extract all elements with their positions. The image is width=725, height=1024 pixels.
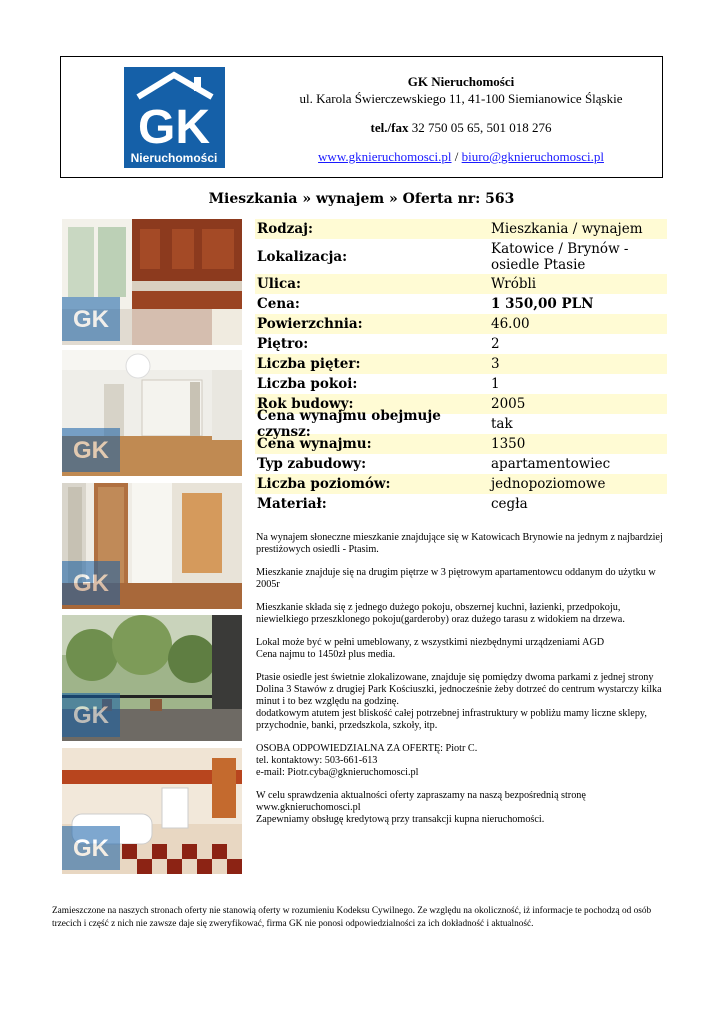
phone-numbers: 32 750 05 65, 501 018 276 <box>408 120 552 135</box>
photo-terrace[interactable] <box>62 615 242 741</box>
logo-letters: GK <box>138 101 210 154</box>
photo-bathroom[interactable] <box>62 748 242 874</box>
offer-description <box>256 532 666 837</box>
svg-text:GK: GK <box>73 306 109 333</box>
detail-row <box>255 354 667 374</box>
detail-value: cegła <box>491 496 528 512</box>
detail-value: Katowice / Brynów - osiedle Ptasie <box>491 240 629 273</box>
description-paragraph: Ptasie osiedle jest świetnie zlokalizowane, znajduje się pomiędzy dwoma parkami z jednej strony Dolina 3 Stawów z drugiej Park Kościuszki, jednocześnie żeby dotrzeć do centrum wystarczy kilka minut i to bez względu na godzinę. dodatkowym atutem jest bliskość całej potrzebnej infrastruktury w pobliżu mamy liczne sklepy, przychodnie, banki, przedszkola, szkoły, itp. <box>256 672 662 731</box>
description-paragraph: Mieszkanie znajduje się na drugim piętrze w 3 piętrowym apartamentowcu oddanym do użytku w 2005r <box>256 567 656 590</box>
contact-phone: tel. kontaktowy: 503-661-613 <box>256 755 378 766</box>
contact-person: OSOBA ODPOWIEDZIALNA ZA OFERTĘ: Piotr C. <box>256 743 478 754</box>
details-table <box>255 219 667 514</box>
detail-row <box>255 294 667 314</box>
detail-label: Cena: <box>257 296 300 312</box>
photo-living-room[interactable] <box>62 350 242 476</box>
header-box <box>60 56 663 178</box>
description-paragraph: Mieszkanie składa się z jednego dużego pokoju, obszernej kuchni, łazienki, przedpokoju, niewielkiego przeszklonego pokoju(garderoby) oraz dużego tarasu z widokiem na drzewa. <box>256 602 625 625</box>
detail-value: apartamentowiec <box>491 456 611 472</box>
detail-value: 1 <box>491 376 500 392</box>
detail-value: tak <box>491 416 513 432</box>
offer-title: Mieszkania » wynajem » Oferta nr: 563 <box>208 191 515 207</box>
detail-value: jednopoziomowe <box>491 476 606 492</box>
company-name: GK Nieruchomości <box>407 74 515 89</box>
detail-row <box>255 274 667 294</box>
detail-row <box>255 408 667 440</box>
detail-label: Piętro: <box>257 336 309 352</box>
detail-label: Powierzchnia: <box>257 316 363 332</box>
company-links: www.gknieruchomosci.pl / biuro@gknieruchomosci.pl <box>318 149 604 164</box>
detail-label: Rodzaj: <box>257 221 313 237</box>
detail-label: Materiał: <box>257 496 327 512</box>
watermark-logo <box>62 826 120 870</box>
closing-note: W celu sprawdzenia aktualności oferty zapraszamy na naszą bezpośrednią stronę www.gknieruchomosci.pl Zapewniamy obsługę kredytową przy transakcji kupna nieruchomości. <box>256 790 586 825</box>
detail-label: Cena wynajmu obejmuje czynsz: <box>257 408 441 440</box>
watermark-logo <box>62 561 120 605</box>
description-paragraph: Lokal może być w pełni umeblowany, z wszystkimi niezbędnymi urządzeniami AGD Cena najmu to 1450zł plus media. <box>256 637 605 660</box>
phone-label: tel./fax <box>370 120 409 135</box>
detail-label: Rok budowy: <box>257 396 354 412</box>
company-info <box>271 73 651 165</box>
detail-label: Typ zabudowy: <box>257 456 367 472</box>
description-paragraph: Na wynajem słoneczne mieszkanie znajdujące się w Katowicach Brynowie na jednym z najbardziej prestiżowych osiedli - Ptasim. <box>256 532 663 555</box>
detail-label: Cena wynajmu: <box>257 436 372 452</box>
detail-label: Lokalizacja: <box>257 248 348 265</box>
watermark-logo <box>62 693 120 737</box>
website-text: www.gknieruchomosci.pl <box>256 802 361 813</box>
detail-value: 2 <box>491 336 500 352</box>
detail-row <box>255 434 667 454</box>
detail-row <box>255 239 667 274</box>
detail-row <box>255 454 667 474</box>
company-phone <box>271 119 651 136</box>
detail-label: Liczba poziomów: <box>257 476 391 492</box>
company-logo <box>124 67 225 168</box>
detail-value: 2005 <box>491 396 526 412</box>
detail-label: Ulica: <box>257 276 301 292</box>
website-link[interactable]: www.gknieruchomosci.pl <box>318 149 452 164</box>
detail-value: 3 <box>491 356 500 372</box>
contact-email: e-mail: Piotr.cyba@gknieruchomosci.pl <box>256 767 419 778</box>
detail-row <box>255 474 667 494</box>
detail-row <box>255 219 667 239</box>
company-address: ul. Karola Świerczewskiego 11, 41-100 Siemianowice Śląskie <box>299 91 623 106</box>
watermark-logo <box>62 297 120 341</box>
logo-caption: Nieruchomości <box>130 151 218 165</box>
detail-value: Mieszkania / wynajem <box>491 221 643 237</box>
svg-text:GK: GK <box>73 570 109 597</box>
watermark-logo <box>62 428 120 472</box>
detail-value: 46.00 <box>491 316 530 332</box>
detail-row <box>255 334 667 354</box>
detail-value: Wróbli <box>491 276 537 292</box>
contact-info <box>256 743 666 779</box>
svg-text:GK: GK <box>73 702 109 729</box>
svg-text:GK: GK <box>73 835 109 862</box>
detail-label: Liczba pięter: <box>257 356 361 372</box>
svg-text:GK: GK <box>73 437 109 464</box>
legal-disclaimer: Zamieszczone na naszych stronach oferty nie stanowią oferty w rozumieniu Kodeksu Cywilnego. Ze względu na okoliczność, iż informacje te pochodzą od osób trzecich i część z nich nie zawsze daje się zweryfikować, firma GK nie ponosi odpowiedzialności za ich dokładność i aktualność. <box>52 906 652 929</box>
detail-label: Liczba pokoi: <box>257 376 358 392</box>
email-link[interactable]: biuro@gknieruchomosci.pl <box>461 149 604 164</box>
price-value: 1 350,00 PLN <box>491 296 594 312</box>
detail-row <box>255 374 667 394</box>
photo-hallway[interactable] <box>62 483 242 609</box>
photo-kitchen[interactable] <box>62 219 242 345</box>
detail-value: 1350 <box>491 436 526 452</box>
detail-row <box>255 314 667 334</box>
detail-row <box>255 494 667 514</box>
